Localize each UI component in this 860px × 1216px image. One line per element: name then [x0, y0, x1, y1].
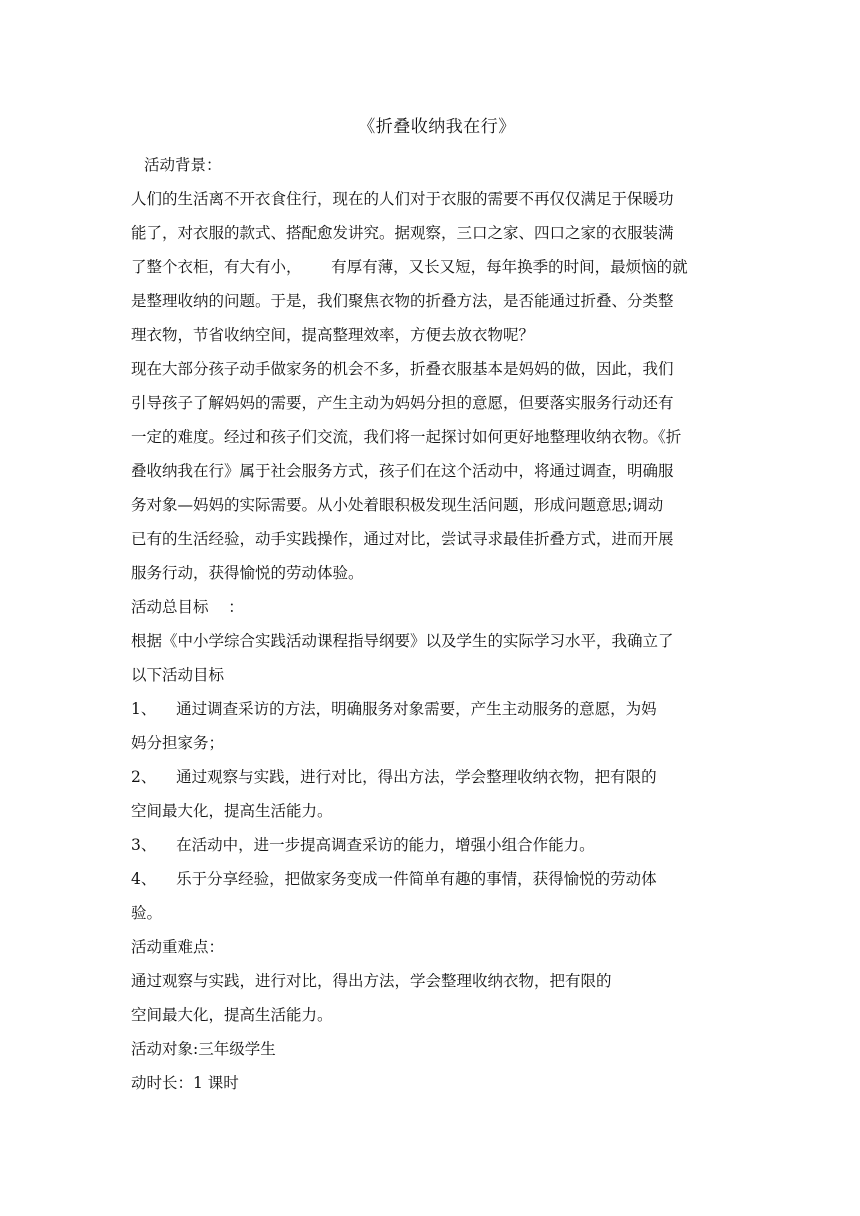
- goal-item-2-continued: 空间最大化，提高生活能力。: [131, 802, 333, 820]
- paragraph-line: 一定的难度。经过和孩子们交流，我们将一起探讨如何更好地整理收纳衣物。《折: [131, 428, 682, 446]
- paragraph-line: 服务行动，获得愉悦的劳动体验。: [131, 564, 364, 582]
- paragraph-line: 根据《中小学综合实践活动课程指导纲要》以及学生的实际学习水平，我确立了: [131, 632, 674, 650]
- goal-item-1-continued: 妈分担家务；: [131, 734, 225, 752]
- paragraph-line: 了整个衣柜，有大有小， 有厚有薄，又长又短，每年换季的时间，最烦恼的就: [131, 258, 688, 276]
- paragraph-line: 已有的生活经验，动手实践操作，通过对比，尝试寻求最佳折叠方式，进而开展: [131, 530, 674, 548]
- activity-target: 活动对象:三年级学生: [131, 1040, 276, 1058]
- section-heading-key-points: 活动重难点：: [131, 938, 225, 956]
- paragraph-line: 现在大部分孩子动手做家务的机会不多，折叠衣服基本是妈妈的做，因此，我们: [131, 360, 674, 378]
- paragraph-line: 以下活动目标: [131, 666, 225, 684]
- paragraph-line: 叠收纳我在行》属于社会服务方式，孩子们在这个活动中，将通过调查，明确服: [131, 462, 674, 480]
- paragraph-line: 空间最大化，提高生活能力。: [131, 1006, 333, 1024]
- activity-duration: 动时长：1 课时: [131, 1074, 239, 1092]
- paragraph-line: 务对象—妈妈的实际需要。从小处着眼积极发现生活问题，形成问题意思;调动: [131, 496, 664, 514]
- paragraph-line: 通过观察与实践，进行对比，得出方法，学会整理收纳衣物，把有限的: [131, 972, 612, 990]
- document-body: [131, 112, 743, 1100]
- paragraph-line: 是整理收纳的问题。于是，我们聚焦衣物的折叠方法，是否能通过折叠、分类整: [131, 292, 674, 310]
- goal-item-4: 4、 乐于分享经验，把做家务变成一件简单有趣的事情，获得愉悦的劳动体: [131, 870, 657, 888]
- section-heading-background: 活动背景：: [144, 156, 222, 174]
- paragraph-line: 理衣物，节省收纳空间，提高整理效率，方便去放衣物呢？: [131, 326, 535, 344]
- document-title: 《折叠收纳我在行》: [358, 117, 516, 137]
- paragraph-line: 引导孩子了解妈妈的需要，产生主动为妈妈分担的意愿，但要落实服务行动还有: [131, 394, 674, 412]
- goal-item-4-continued: 验。: [131, 904, 163, 922]
- paragraph-line: 能了，对衣服的款式、搭配愈发讲究。据观察，三口之家、四口之家的衣服装满: [131, 224, 674, 242]
- paragraph-line: 人们的生活离不开衣食住行，现在的人们对于衣服的需要不再仅仅满足于保暖功: [131, 190, 674, 208]
- goal-item-1: 1、 通过调查采访的方法，明确服务对象需要，产生主动服务的意愿，为妈: [131, 700, 657, 718]
- goal-item-3: 3、 在活动中，进一步提高调查采访的能力，增强小组合作能力。: [131, 836, 595, 854]
- goal-item-2: 2、 通过观察与实践，进行对比，得出方法，学会整理收纳衣物，把有限的: [131, 768, 657, 786]
- section-heading-goals: 活动总目标 ：: [131, 598, 244, 616]
